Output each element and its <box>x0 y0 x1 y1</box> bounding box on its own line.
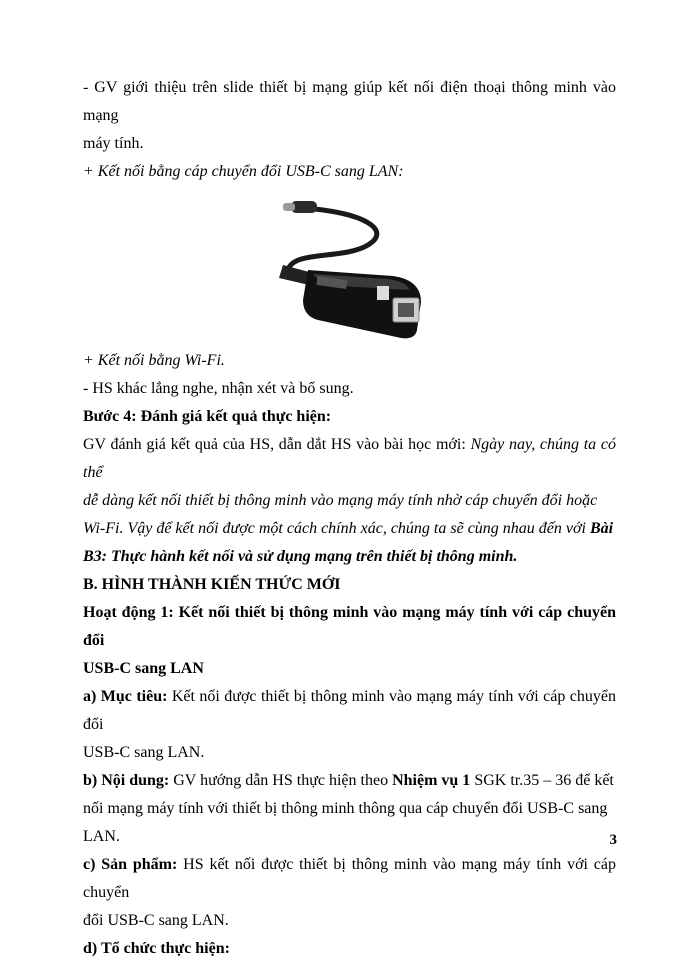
content-paragraph: b) Nội dung: GV hướng dẫn HS thực hiện theo Nhiệm vụ 1 SGK tr.35 – 36 để kết nối mạng máy tính với thiết bị thông minh thông qua cáp chuyển đổi USB-C sang LAN. <box>83 772 614 845</box>
page-number: 3 <box>609 832 617 848</box>
option-usb-c-lan: + Kết nối bằng cáp chuyển đổi USB-C sang LAN: <box>83 163 404 180</box>
paragraph-intro: - GV giới thiệu trên slide thiết bị mạng giúp kết nối điện thoại thông minh vào mạng máy tính. <box>83 79 616 152</box>
usb-c-lan-adapter-illustration <box>273 190 443 345</box>
option-wifi: + Kết nối bằng Wi-Fi. <box>83 352 225 369</box>
paragraph-feedback: - HS khác lắng nghe, nhận xét và bổ sung. <box>83 380 354 397</box>
document-page <box>83 74 616 963</box>
organization-heading: d) Tổ chức thực hiện: <box>83 940 230 957</box>
paragraph-evaluation: GV đánh giá kết quả của HS, dẫn dắt HS vào bài học mới: Ngày nay, chúng ta có thể dễ dàng kết nối thiết bị thông minh vào mạng máy tính nhờ cáp chuyển đổi hoặc Wi-Fi. Vậy để kết nối được một cách chính xác, chúng ta sẽ cùng nhau đến với Bài B3: Thực hành kết nối và sử dụng mạng trên thiết bị thông minh. <box>83 436 616 565</box>
activity-1-heading: Hoạt động 1: Kết nối thiết bị thông minh vào mạng máy tính với cáp chuyển đổi USB-C sang LAN <box>83 604 616 677</box>
step-4-heading: Bước 4: Đánh giá kết quả thực hiện: <box>83 408 332 425</box>
product-paragraph: c) Sản phẩm: HS kết nối được thiết bị thông minh vào mạng máy tính với cáp chuyển đổi USB-C sang LAN. <box>83 856 617 929</box>
adapter-image <box>83 190 616 347</box>
objective-paragraph: a) Mục tiêu: Kết nối được thiết bị thông minh vào mạng máy tính với cáp chuyển đổi USB-C sang LAN. <box>83 688 616 761</box>
section-b-heading: B. HÌNH THÀNH KIẾN THỨC MỚI <box>83 576 341 593</box>
